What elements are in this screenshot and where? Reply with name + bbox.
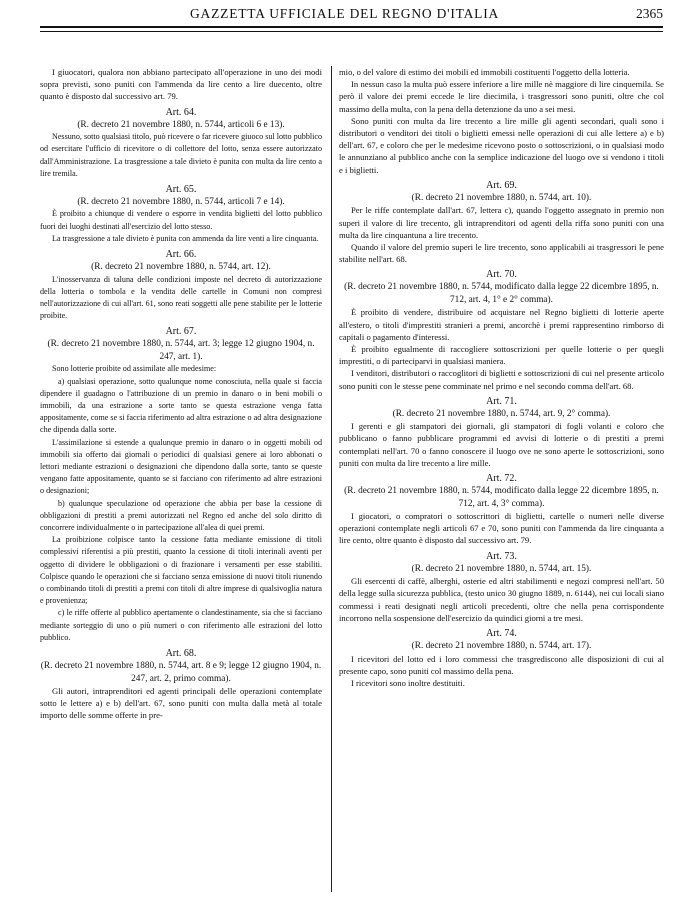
paragraph: Sono puniti con multa da lire trecento a lire mille gli agenti secondari, quali sono i distributori o venditori dei titoli o biglietti emessi nelle operazioni di cui alle lettere a) e b) dell'art. 67, e coloro che per le medesime ricevono posto o sottoscrizioni, o in qualsiasi modo le annunziano al pubblico anche con la semplice indicazione del luogo ove si vendono i titoli e i biglietti.	[339, 115, 664, 175]
decree-reference: (R. decreto 21 novembre 1880, n. 5744, art. 9, 2° comma).	[392, 408, 611, 419]
article-heading: Art. 67.	[165, 326, 197, 338]
paragraph: I ricevitori sono inoltre destituiti.	[351, 677, 465, 688]
paragraph: L'assimilazione si estende a qualunque premio in danaro o in oggetti mobili od immobili sia offerto dai giornali o periodici di qualsiasi genere ai loro abbonati o lettori mediante estrazioni o designazioni che dipendono dalla sorte, tanto se queste vengano fatte appositamente, quanto se si facciano con riferimento ad altre estrazioni o designazioni;	[40, 437, 322, 496]
decree-reference: (R. decreto 21 novembre 1880, n. 5744, art. 3; legge 12 giugno 1904, n. 247, art. 1).	[47, 339, 315, 362]
article-heading: Art. 70.	[486, 269, 517, 281]
paragraph: Gli autori, intraprenditori ed agenti principali delle operazioni contemplate sotto le lettere a) e b) dell'art. 67, sono puniti con multa dalla metà al totale importo delle somme offerte in pre-	[40, 686, 322, 721]
article-heading: Art. 64.	[165, 106, 197, 118]
article-heading: Art. 65.	[165, 183, 197, 195]
paragraph: I giocatori, o compratori o sottoscrittori di biglietti, cartelle o numeri nelle diverse operazioni contemplate negli articoli 67 e 70, sono puniti con l'ammenda da lire cinquanta a lire cento, oltre quanto è disposto dal successivo art. 79.	[339, 511, 664, 546]
paragraph: mio, o del valore di estimo dei mobili ed immobili costituenti l'oggetto della lotteria.	[339, 67, 630, 77]
page-number: 2365	[636, 6, 663, 21]
paragraph: Quando il valore del premio superi le lire trecento, sono applicabili ai trasgressori le pene stabilite nell'art. 68.	[339, 241, 664, 265]
decree-reference: (R. decreto 21 novembre 1880, n. 5744, modificato dalla legge 22 dicembre 1895, n. 712, art. 4, 1° e 2° comma).	[344, 282, 659, 305]
page-header	[40, 4, 663, 28]
paragraph: È proibito egualmente di raccogliere sottoscrizioni per quelle lotterie o per quegli imprestiti, o di parteciparvi in qualsiasi maniera.	[339, 343, 664, 367]
decree-reference: (R. decreto 21 novembre 1880, n. 5744, articoli 6 e 13).	[77, 119, 285, 130]
article-heading: Art. 74.	[486, 628, 517, 639]
list-item-paragraph: a) qualsiasi operazione, sotto qualunque nome conosciuta, nella quale si faccia dipendere il guadagno o l'attribuzione di un premio in danaro o in beni mobili o immobili, da una estrazione a sorte tanto se questa estrazione venga fatta appositamente, come se si faccia riferimento ad altra estrazione o ad altra designazione che dipenda dalla sorte.	[40, 376, 322, 435]
paragraph: La proibizione colpisce tanto la cessione fatta mediante emissione di titoli complessivi riferentisi a più prestiti, quanto la cessione di titoli interinali aventi per oggetto di dividere le obbligazioni o di frazionare i versamenti per esse stabiliti. Colpisce quando le operazioni che si facciano senza emissione di nuovi titoli riunendo o combinando titoli di prestiti a premi con titoli di altre imprese di qualsivoglia natura e provenienza;	[40, 535, 322, 606]
paragraph: Nessuno, sotto qualsiasi titolo, può ricevere o far ricevere giuoco sul lotto pubblico od esercitare l'ufficio di ricevitore o di collettore del lotto, senza essere autorizzato dall'Amministrazione. La trasgressione a tale divieto è punita con multa da lire cento a lire tremila.	[40, 132, 322, 178]
decree-reference: (R. decreto 21 novembre 1880, n. 5744, art. 8 e 9; legge 12 giugno 1904, n. 247, art. 2, primo comma).	[40, 661, 322, 684]
paragraph: L'inosservanza di taluna delle condizioni imposte nel decreto di autorizzazione della lotteria o tombola e la vendita delle cartelle in Comuni non compresi nell'autorizzazione di cui all'art. 61, sono reati soggetti alle pene stabilite per le lotterie proibite.	[40, 274, 322, 321]
paragraph: Gli esercenti di caffè, alberghi, osterie ed altri stabilimenti e negozi compresi nell'art. 50 della legge sulla sicurezza pubblica, (testo unico 30 giugno 1889, n. 6144), nei cui locali siano commessi i reati designati negli articoli precedenti, oltre che nella pena corrispondente incorrono nella sospensione dell'esercizio da quindici giorni a tre mesi.	[339, 576, 664, 623]
paragraph: La trasgressione a tale divieto è punita con ammenda da lire venti a lire cinquanta.	[52, 233, 319, 243]
right-column	[339, 66, 664, 689]
paragraph: Sono lotterie proibite od assimilate alle medesime:	[52, 364, 217, 374]
paragraph: In nessun caso la multa può essere inferiore a lire mille nè maggiore di lire cinquemila. Se però il valore dei premi eccede le lire diecimila, i trasgressori sono puniti, oltre che col massimo della multa, con la pena della detenzione da uno a sei mesi.	[339, 79, 664, 114]
paragraph: I ricevitori del lotto ed i loro commessi che trasgrediscono alle disposizioni di cui al presente capo, sono puniti col massimo della pena.	[339, 653, 664, 676]
article-heading: Art. 69.	[486, 179, 517, 191]
paragraph: È proibito di vendere, distribuire od acquistare nel Regno biglietti di lotterie aperte all'estero, o titoli d'imprestiti stranieri a premi, ancorchè i premi rappresentino rimborso di capitali o pagamento d'interessi.	[339, 307, 664, 342]
paragraph: I gerenti e gli stampatori dei giornali, gli stampatori di fogli volanti e coloro che pubblicano o fanno pubblicare programmi ed avvisi di lotterie o di prestiti a premi contemplati nell'art. 70 o fanno conoscere il luogo ove ne sono aperte le sottoscrizioni, sono puniti con multa da lire trecento a lire mille.	[339, 421, 664, 468]
gazette-title: GAZZETTA UFFICIALE DEL REGNO D'ITALIA	[190, 6, 500, 21]
paragraph: Per le riffe contemplate dall'art. 67, lettera c), quando l'oggetto assegnato in premio non superi il valore di lire trecento, gli intraprenditori od agenti della riffa sono puniti con una multa da lire cinquantuna a lire trecento.	[339, 205, 664, 240]
list-item-paragraph: b) qualunque speculazione od operazione che abbia per base la cessione di obbligazioni di prestiti a premi autorizzati nel Regno ed anche del solo diritto di concorrere individualmente o in partecipazione all'alea di quei premi.	[40, 498, 322, 532]
decree-reference: (R. decreto 21 novembre 1880, n. 5744, art. 10).	[411, 192, 592, 203]
article-heading: Art. 73.	[486, 550, 517, 562]
list-item-paragraph: c) le riffe offerte al pubblico apertamente o clandestinamente, sia che si facciano mediante sorteggio di uno o più numeri o con riferimento alle estrazioni del lotto pubblico.	[40, 608, 322, 642]
column-divider	[331, 66, 332, 892]
paragraph: È proibito a chiunque di vendere o esporre in vendita biglietti del lotto pubblico fuori dei luoghi destinati all'esercizio del lotto stesso.	[40, 209, 322, 231]
article-heading: Art. 72.	[486, 473, 517, 485]
article-heading: Art. 68.	[165, 648, 197, 660]
header-rule-thick	[40, 26, 663, 28]
paragraph: I giuocatori, qualora non abbiano partecipato all'operazione in uno dei modi sopra previsti, sono puniti con l'ammenda da lire cento a lire duecento, oltre quanto è disposto dal successivo art. 79.	[40, 67, 322, 102]
header-rule-thin	[40, 31, 663, 32]
decree-reference: (R. decreto 21 novembre 1880, n. 5744, articoli 7 e 14).	[77, 196, 285, 207]
decree-reference: (R. decreto 21 novembre 1880, n. 5744, modificato dalla legge 22 dicembre 1895, n. 712, art. 4, 3° comma).	[344, 486, 659, 509]
article-heading: Art. 71.	[486, 395, 517, 407]
decree-reference: (R. decreto 21 novembre 1880, n. 5744, art. 15).	[411, 563, 592, 574]
paragraph: I venditori, distributori o raccoglitori di biglietti e sottoscrizioni di cui nel presente articolo sono puniti con le stesse pene comminate nel primo e nel secondo comma dell'art. 68.	[339, 368, 664, 391]
decree-reference: (R. decreto 21 novembre 1880, n. 5744, art. 17).	[411, 641, 592, 651]
left-column	[40, 66, 322, 722]
article-heading: Art. 66.	[165, 249, 197, 261]
decree-reference: (R. decreto 21 novembre 1880, n. 5744, art. 12).	[91, 262, 271, 273]
